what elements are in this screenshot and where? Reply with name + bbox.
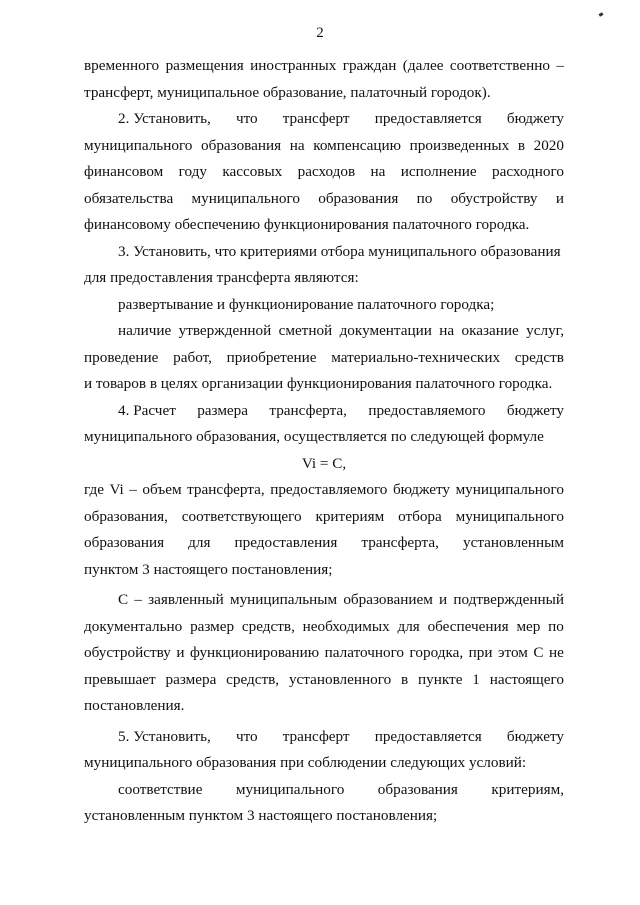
word: не [549, 644, 564, 661]
word: на [289, 136, 305, 154]
word: бюджету [392, 481, 451, 498]
word: пункте [418, 670, 463, 688]
word: муниципального [455, 481, 564, 498]
word: установленным [462, 534, 564, 551]
word: 2020 [533, 136, 564, 154]
word: предоставляется [374, 110, 482, 127]
word: и [176, 644, 185, 661]
word: бюджету [506, 401, 564, 419]
word: произведенных [409, 136, 510, 154]
word: 4. Расчет [118, 401, 176, 419]
word: по [548, 617, 564, 635]
word: необходимых [302, 617, 390, 635]
word: иностранных [250, 57, 337, 74]
text-line [84, 133, 564, 160]
word: городка, [409, 644, 464, 661]
paragraph-2-line [84, 106, 564, 133]
word: превышает [84, 670, 156, 688]
word: С [118, 591, 129, 608]
word: обеспечения [427, 617, 509, 635]
page-number: 2 [316, 25, 324, 41]
word: образования [84, 534, 165, 551]
word: обязательства [84, 189, 174, 207]
word: средств, [241, 617, 295, 635]
word: где [84, 481, 104, 498]
word: функционированию [189, 644, 320, 661]
text-line [84, 186, 564, 213]
text-line: развертывание и функционирование палаточного городка; [118, 295, 495, 313]
word: (далее [402, 57, 444, 74]
text-line: трансферт, муниципальное образование, палаточный городок). [84, 83, 491, 101]
word: компенсацию [313, 136, 402, 154]
word: документации [339, 322, 432, 339]
word: кассовых [222, 163, 283, 180]
word: – [129, 481, 137, 498]
text-line [84, 159, 564, 186]
word: работ, [173, 348, 212, 366]
word: расходного [491, 163, 564, 180]
word: оказание [461, 322, 519, 339]
word: граждан [342, 57, 397, 74]
word: муниципального [191, 189, 300, 207]
word: С [533, 644, 544, 661]
word: отбора [398, 507, 442, 525]
word: палаточного [324, 644, 405, 661]
text-line [84, 345, 564, 372]
paragraph-3-line: 3. Установить, что критериями отбора муниципального образования [118, 242, 561, 260]
word: муниципального [235, 780, 345, 798]
text-line [84, 777, 564, 804]
word: соответственно [449, 57, 550, 74]
paragraph-4-line [84, 398, 564, 425]
word: 2. Установить, [118, 110, 211, 127]
word: образования [201, 136, 282, 154]
word: что [235, 110, 258, 127]
word: размера [197, 401, 249, 419]
word: обустройству [450, 189, 538, 207]
word: и [439, 591, 448, 608]
word: критериям [315, 507, 385, 525]
text-line: и товаров в целях организации функционирования палаточного городка. [84, 375, 553, 392]
paragraph-5-line [84, 724, 564, 751]
text-line: установленным пунктом 3 настоящего постановления; [84, 807, 438, 824]
word: трансферт [282, 110, 350, 127]
word: трансферт [282, 727, 350, 745]
word: образования [377, 780, 458, 798]
text-line [84, 667, 564, 694]
word: в [517, 136, 525, 154]
word: образования [318, 189, 399, 207]
word: трансферта, [361, 534, 439, 551]
word: мер [516, 617, 541, 635]
word: материально-технических [331, 348, 501, 366]
word: 1 [472, 670, 480, 688]
word: при [468, 644, 493, 661]
text-line: постановления. [84, 697, 185, 714]
word: для [188, 534, 211, 551]
word: 5. Установить, [118, 727, 211, 745]
word: документально [84, 617, 183, 635]
text-line [84, 504, 564, 531]
word: установленного [288, 670, 392, 688]
word: средств, [226, 670, 280, 688]
word: бюджету [506, 727, 564, 745]
word: соответствующего [181, 507, 302, 525]
scan-speck [599, 12, 604, 17]
word: проведение [84, 348, 159, 366]
word: соответствие [118, 780, 203, 798]
word: приобретение [226, 348, 317, 366]
formula: Vi = C, [301, 454, 347, 472]
text-line [84, 614, 564, 641]
text-line: для предоставления трансферта являются: [84, 269, 359, 286]
text-line [84, 318, 564, 345]
text-line [84, 587, 564, 614]
word: сметной [278, 322, 333, 339]
text-line [84, 640, 564, 667]
word: муниципального [455, 507, 564, 525]
word: временного [84, 57, 160, 74]
word: и [555, 189, 564, 207]
word: на [439, 322, 455, 339]
word: что [235, 727, 258, 745]
text-line [84, 477, 564, 504]
word: предоставляемого [270, 481, 388, 498]
text-line: финансовому обеспечению функционирования палаточного городка. [84, 216, 530, 233]
word: обустройству [84, 644, 171, 661]
word: муниципального [84, 136, 193, 154]
word: по [416, 189, 433, 207]
word: образованием [343, 591, 433, 608]
word: – [134, 591, 142, 608]
word: году [178, 163, 207, 180]
word: этом [498, 644, 528, 661]
text-line: муниципального образования при соблюдении следующих условий: [84, 754, 527, 771]
word: финансовом [84, 163, 164, 180]
document-body [84, 53, 564, 830]
word: бюджету [506, 110, 564, 127]
word: утвержденной [178, 322, 272, 339]
word: исполнение [400, 163, 477, 180]
word: критериям, [491, 780, 564, 798]
word: муниципальным [229, 591, 338, 608]
word: размера [165, 670, 217, 688]
word: в [401, 670, 409, 688]
word: Vi [109, 481, 124, 498]
word: предоставляется [374, 727, 482, 745]
word: образования, [84, 507, 168, 525]
word: средств [514, 348, 564, 366]
word: услуг, [526, 322, 564, 339]
word: размещения [165, 57, 244, 74]
word: на [370, 163, 386, 180]
word: трансферта, [269, 401, 347, 419]
word: расходов [297, 163, 356, 180]
word: предоставления [234, 534, 338, 551]
text-line [84, 530, 564, 557]
word: заявленный [148, 591, 224, 608]
word: предоставляемого [368, 401, 486, 419]
word: наличие [118, 322, 172, 339]
word: подтвержденный [453, 591, 564, 608]
word: настоящего [489, 670, 564, 688]
text-line [84, 53, 564, 80]
text-line: пунктом 3 настоящего постановления; [84, 560, 333, 578]
word: для [397, 617, 420, 635]
word: трансферта, [187, 481, 265, 498]
word: – [556, 57, 564, 74]
text-line: муниципального образования, осуществляется по следующей формуле [84, 428, 544, 445]
word: объем [142, 481, 182, 498]
word: размер [190, 617, 235, 635]
